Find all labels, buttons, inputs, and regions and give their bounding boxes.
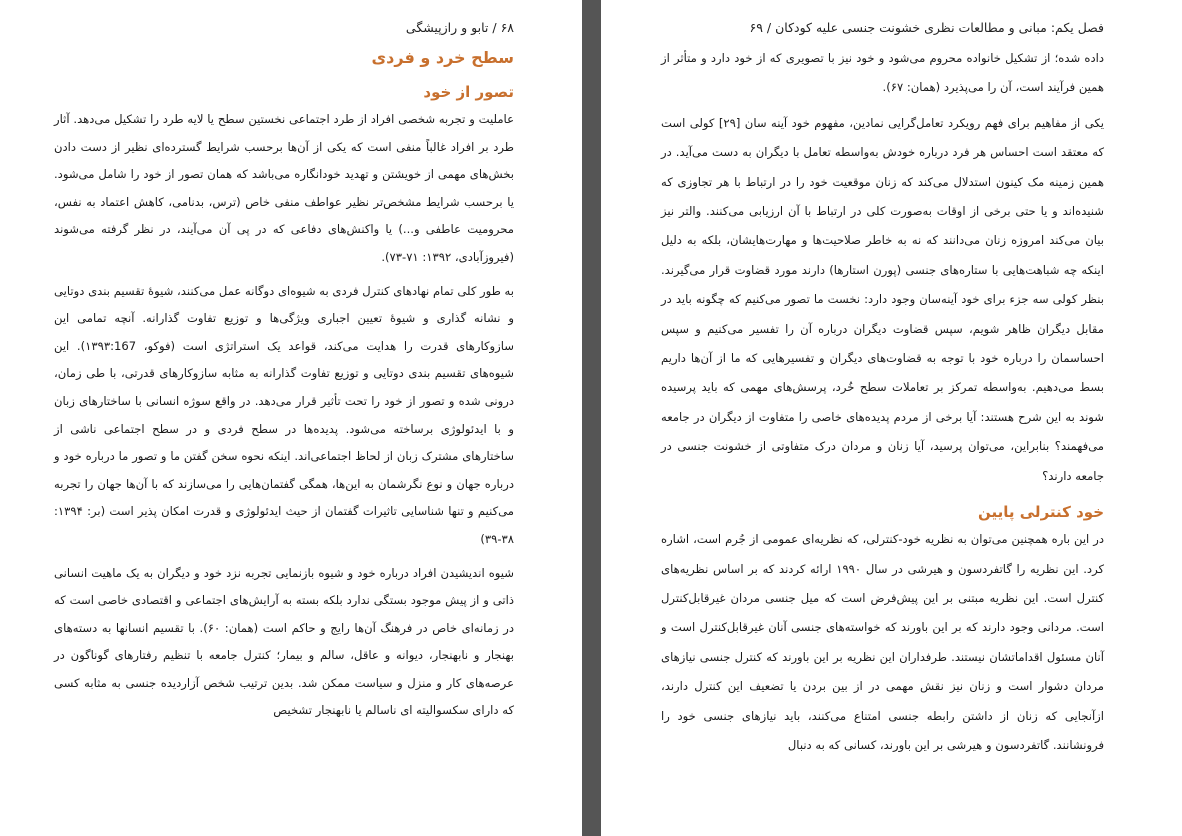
paragraph-left-1: عاملیت و تجربه شخصی افراد از طرد اجتماعی نخستین سطح یا لایه طرد را تشکیل می‌دهد. آثار طرد بر افراد غالباً منفی است که یکی از آن‌ها برحسب شرایط گسترده‌ای نظیر از دست دادن بخش‌های مهمی از خویشتن و تهدید خودانگاره می‌باشد که همان تصور از خود را شامل می‌شود. یا برحسب شرایط مشخص‌تر نظیر عواطف منفی خاص (ترس، بدنامی، کاهش اعتماد به نفس، محرومیت عاطفی و...) یا واکنش‌های دفاعی که در پی آن می‌آیند، در نظر گرفته می‌شوند (فیروزآبادی، ۱۳۹۲: ۷۱-۷۳). (54, 112, 514, 264)
paragraph-right-3: در این باره همچنین می‌توان به نظریه خود-کنترلی، که نظریه‌ای عمومی از جُرم است، اشاره کرد. این نظریه را گاتفردسون و هیرشی در سال ۱۹۹۰ ارائه کردند که بر اساس نظریه‌های کنترل است. این نظریه مبتنی بر این پیش‌فرض است که میل جنسی مردان غیرقابل‌کنترل است. مردانی وجود دارند که بر این باورند که خواسته‌های جنسی آنان غیرقابل‌کنترل است و آنان مسئول اقداماتشان نیستند. طرفداران این نظریه بر این باورند که کنترل جنسی نیازهای مردان دشوار است و زنان نیز نقش مهمی در از بین بردن یا تضعیف این کنترل دارند، ازآنجایی که زنان از داشتن رابطه جنسی امتناع می‌کنند، باید نیازهای جنسی خود را فرونشانند. گاتفردسون و هیرشی بر این باورند، کسانی که به دنبال (661, 532, 1104, 752)
running-head-right: فصل یکم: مبانی و مطالعات نظری خشونت جنسی علیه کودکان / ۶۹ (749, 20, 1104, 35)
left-page (0, 0, 582, 836)
paragraph-right-1: داده شده؛ از تشکیل خانواده محروم می‌شود و خود نیز با تصویری که از خود دارد و متأثر از همین فرآیند است، آن را می‌پذیرد (همان: ۶۷). (661, 51, 1104, 95)
paragraph-left-2: به طور کلی تمام نهادهای کنترل فردی به شیوه‌ای دوگانه عمل می‌کنند، شیوۀ تقسیم بندی دوتایی و نشانه گذاری و شیوۀ تعیین اجباری ویژگی‌ها و توزیع تفاوت گذارانه. آنچه تمامی این سازوکارهای قدرت را هدایت می‌کند، قواعد یک استراتژی است (فوکو، ۱۳۹۳:167). این شیوه‌های تقسیم بندی دوتایی و توزیع تفاوت گذارانه به مثابه سازوکارهای قدرتی، با طی زمان، درونی شده و تصور از خود را تحت تأثیر قرار می‌دهد. در واقع سوژه انسانی با ساختارهای زبان و با ایدئولوژی برساخته می‌شود. پدیده‌ها در سطح فردی و در سطح اجتماعی ناشی از ساختارهای مشترک زبان از لحاظ اجتماعی‌اند. اینکه نحوه سخن گفتن ما و تصور ما درباره خود و درباره جهان و نوع نگرشمان به این‌ها، همگی گفتمان‌هایی را می‌سازند که با آن‌ها جهان را تجربه می‌کنیم و تنها شناسایی تاثیرات گفتمان از حیث ایدئولوژی و قدرت امکان پذیر است (بر: ۱۳۹۴: ۳۸-۳۹) (54, 283, 514, 546)
subsection-title-self-image: تصور از خود (423, 83, 514, 101)
paragraph-left-3: شیوه اندیشیدن افراد درباره خود و شیوه بازنمایی تجربه نزد خود و دیگران به یک ماهیت انسانی ذاتی و از پیش موجود بستگی ندارد بلکه بسته به آرایش‌های اجتماعی و اقتصادی خاصی است که در زمانه‌ای خاص در فرهنگ آن‌ها رایج و حاکم است (همان: ۶۰). با تقسیم انسانها به دسته‌های بهنجار و نابهنجار، دیوانه و عاقل، سالم و بیمار؛ کنترل جامعه با تنظیم رفتارهای گوناگون در عرصه‌های کار و منزل و سیاست ممکن شد. بدین ترتیب شخص آزاردیده جنسی به مثابه کسی که دارای سکسوالیته ای ناسالم یا نابهنجار تشخیص (54, 565, 514, 718)
section-title: سطح خرد و فردی (371, 48, 514, 67)
right-page (601, 0, 1182, 836)
paragraph-right-2: یکی از مفاهیم برای فهم رویکرد تعامل‌گرایی نمادین، مفهوم خود آینه سان [۲۹] کولی است که معتقد است احساس هر فرد درباره خودش به‌واسطه تعامل با دیگران به دست می‌آید. در همین زمینه مک کینون استدلال می‌کند که زنان موقعیت خود را در ارتباط با هر تجاوزی که شنیده‌اند و یا حتی برخی از اوقات به‌صورت کلی در ارتباط با آن ارزیابی می‌کنند. والتر نیز بیان می‌کند امروزه زنان می‌دانند که نه به خاطر صلاحیت‌ها و مهارت‌هایشان، بلکه به دلیل اینکه چه شباهت‌هایی با ستاره‌های جنسی (پورن استارها) دارند مورد قضاوت قرار می‌گیرند. بنظر کولی سه جزء برای خود آینه‌سان وجود دارد: نخست ما تصور می‌کنیم که چگونه باید در مقابل دیگران ظاهر شویم، سپس قضاوت دیگران درباره آن را تفسیر می‌کنیم و سپس احساسمان را درباره خود با توجه به قضاوت‌های دیگران و تفسیرهایی که ما از آن‌ها داریم بسط می‌دهیم. به‌واسطه تمرکز بر تعاملات سطح خُرد، پرسش‌های مهمی که باید پرسیده شوند به این شرح هستند: آیا برخی از مردم پدیده‌های خاصی را متفاوت از دیگران در جامعه می‌فهمند؟ بنابراین، می‌توان پرسید، آیا زنان و مردان درک متفاوتی از خشونت جنسی در جامعه دارند؟ (661, 115, 1104, 483)
subsection-title-low-self-control: خود کنترلی پایین (978, 503, 1104, 522)
running-head-left: ۶۸ / تابو و رازپیشگی (405, 20, 514, 35)
